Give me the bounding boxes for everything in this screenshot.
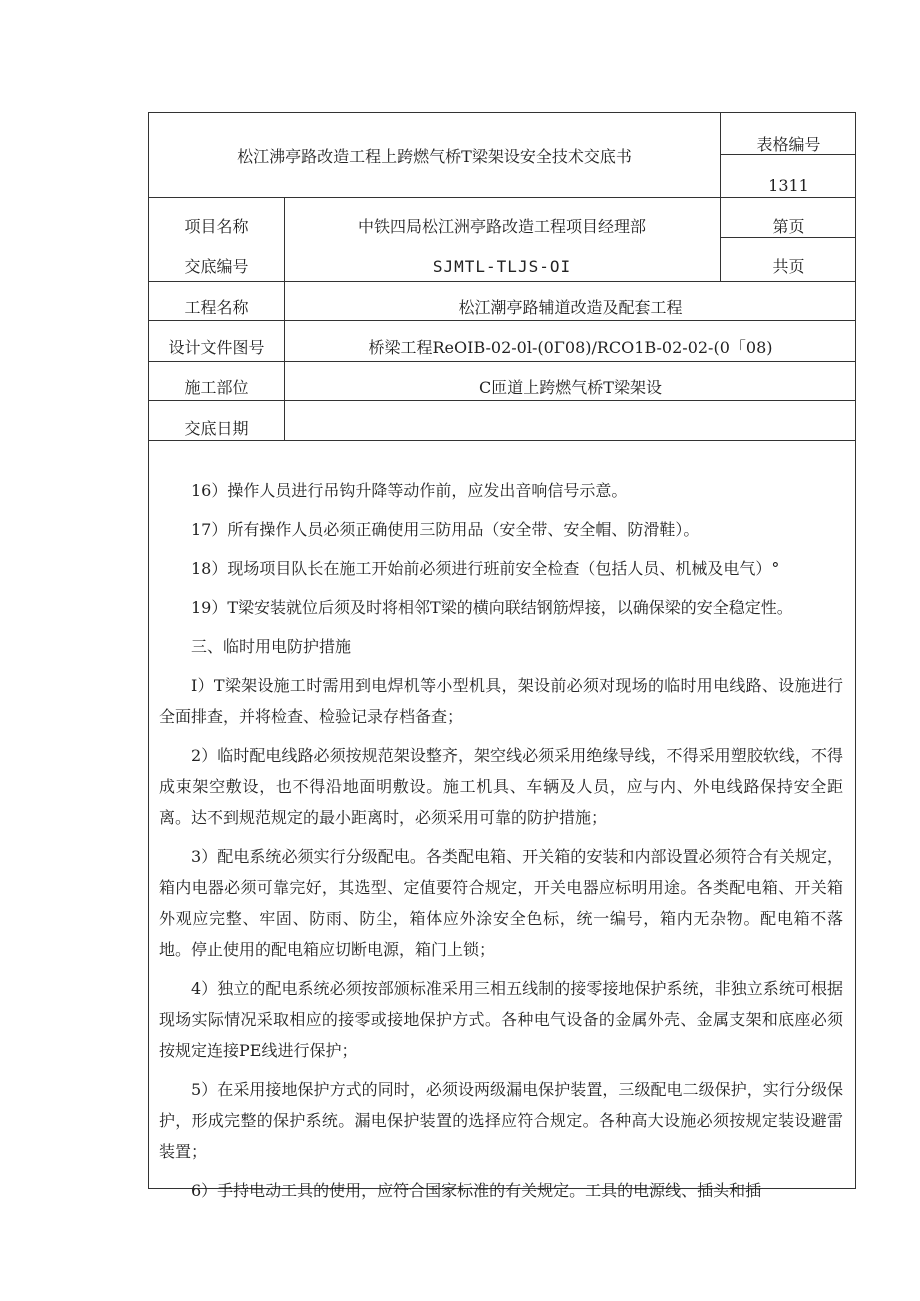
paragraph-19: 19）T梁安装就位后须及时将相邻T梁的横向联结钢筋焊接，以确保梁的安全稳定性。	[191, 598, 793, 617]
header-bottom-rule	[149, 197, 855, 198]
total-pages-label: 共页	[772, 257, 805, 276]
disclosure-form	[148, 112, 856, 1200]
disclosure-number-label: 交底编号	[184, 257, 249, 276]
paragraph-power-2: 2）临时配电线路必须按规范架设整齐，架空线必须采用绝缘导线，不得采用塑胶软线，不得成束架空敷设，也不得沿地面明敷设。施工机具、车辆及人员，应与内、外电线路保持安全距离。达不到规范规定的最小距离时，必须采用可靠的防护措施；	[159, 746, 843, 827]
page-split-rule	[720, 237, 855, 238]
project-name-value: 中铁四局松江洲亭路改造工程项目经理部	[357, 217, 646, 236]
paragraph-16: 16）操作人员进行吊钩升降等动作前，应发出音响信号示意。	[191, 481, 628, 500]
design-doc-label: 设计文件图号	[168, 338, 265, 357]
construction-part-top-rule	[149, 361, 855, 362]
paragraph-18: 18）现场项目队长在施工开始前必须进行班前安全检查（包括人员、机械及电气）°	[191, 559, 780, 578]
paragraph-power-3: 3）配电系统必须实行分级配电。各类配电箱、开关箱的安装和内部设置必须符合有关规定，箱内电器必须可靠完好，其选型、定值要符合规定，开关电器应标明用途。各类配电箱、开关箱外观应完整、牢固、防雨、防尘，箱体应外涂安全色标，统一编号，箱内无杂物。配电箱不落地。停止使用的配电箱应切断电源，箱门上锁；	[159, 847, 843, 959]
paragraph-power-1: I）T梁架设施工时需用到电焊机等小型机具，架设前必须对现场的临时用电线路、设施进行全面排查，并将检查、检验记录存档备查；	[159, 676, 843, 726]
project-name-label: 项目名称	[184, 217, 249, 236]
work-name-value: 松江潮亭路辅道改造及配套工程	[458, 298, 683, 317]
construction-part-label: 施工部位	[184, 378, 249, 397]
disclosure-body	[159, 475, 843, 1214]
paragraph-power-6: 6）手持电动工具的使用，应符合国家标准的有关规定。工具的电源线、插头和插	[191, 1181, 762, 1200]
design-doc-top-rule	[149, 320, 855, 321]
form-number-value: 1311	[768, 176, 809, 195]
section-heading-temporary-power: 三、临时用电防护措施	[191, 637, 352, 656]
paragraph-power-5: 5）在采用接地保护方式的同时，必须设两级漏电保护装置，三级配电二级保护，实行分级保护，形成完整的保护系统。漏电保护装置的选择应符合规定。各种高大设施必须按规定装设避雷装置；	[159, 1080, 843, 1161]
work-name-label: 工程名称	[184, 298, 249, 317]
paragraph-17: 17）所有操作人员必须正确使用三防用品（安全带、安全帽、防滑鞋）。	[191, 520, 700, 539]
body-top-rule	[149, 440, 855, 441]
work-name-top-rule	[149, 281, 855, 282]
construction-part-value: C匝道上跨燃气桥T梁架设	[479, 378, 662, 397]
date-top-rule	[149, 400, 855, 401]
paragraph-power-4: 4）独立的配电系统必须按部颁标准采用三相五线制的接零接地保护系统，非独立系统可根据现场实际情况采取相应的接零或接地保护方式。各种电气设备的金属外壳、金属支架和底座必须按规定连接PE线进行保护；	[159, 979, 843, 1060]
design-doc-value: 桥梁工程ReOIB-02-0l-(0Γ08)/RCO1B-02-02-(0「08)	[368, 338, 773, 357]
form-title: 松江沸亭路改造工程上跨燃气桥T梁架设安全技术交底书	[237, 147, 632, 166]
disclosure-date-label: 交底日期	[184, 419, 249, 438]
form-number-label: 表格编号	[756, 135, 821, 154]
page-number-label: 第页	[772, 217, 805, 236]
disclosure-number-value: SJMTL-TLJS-OI	[432, 257, 572, 276]
